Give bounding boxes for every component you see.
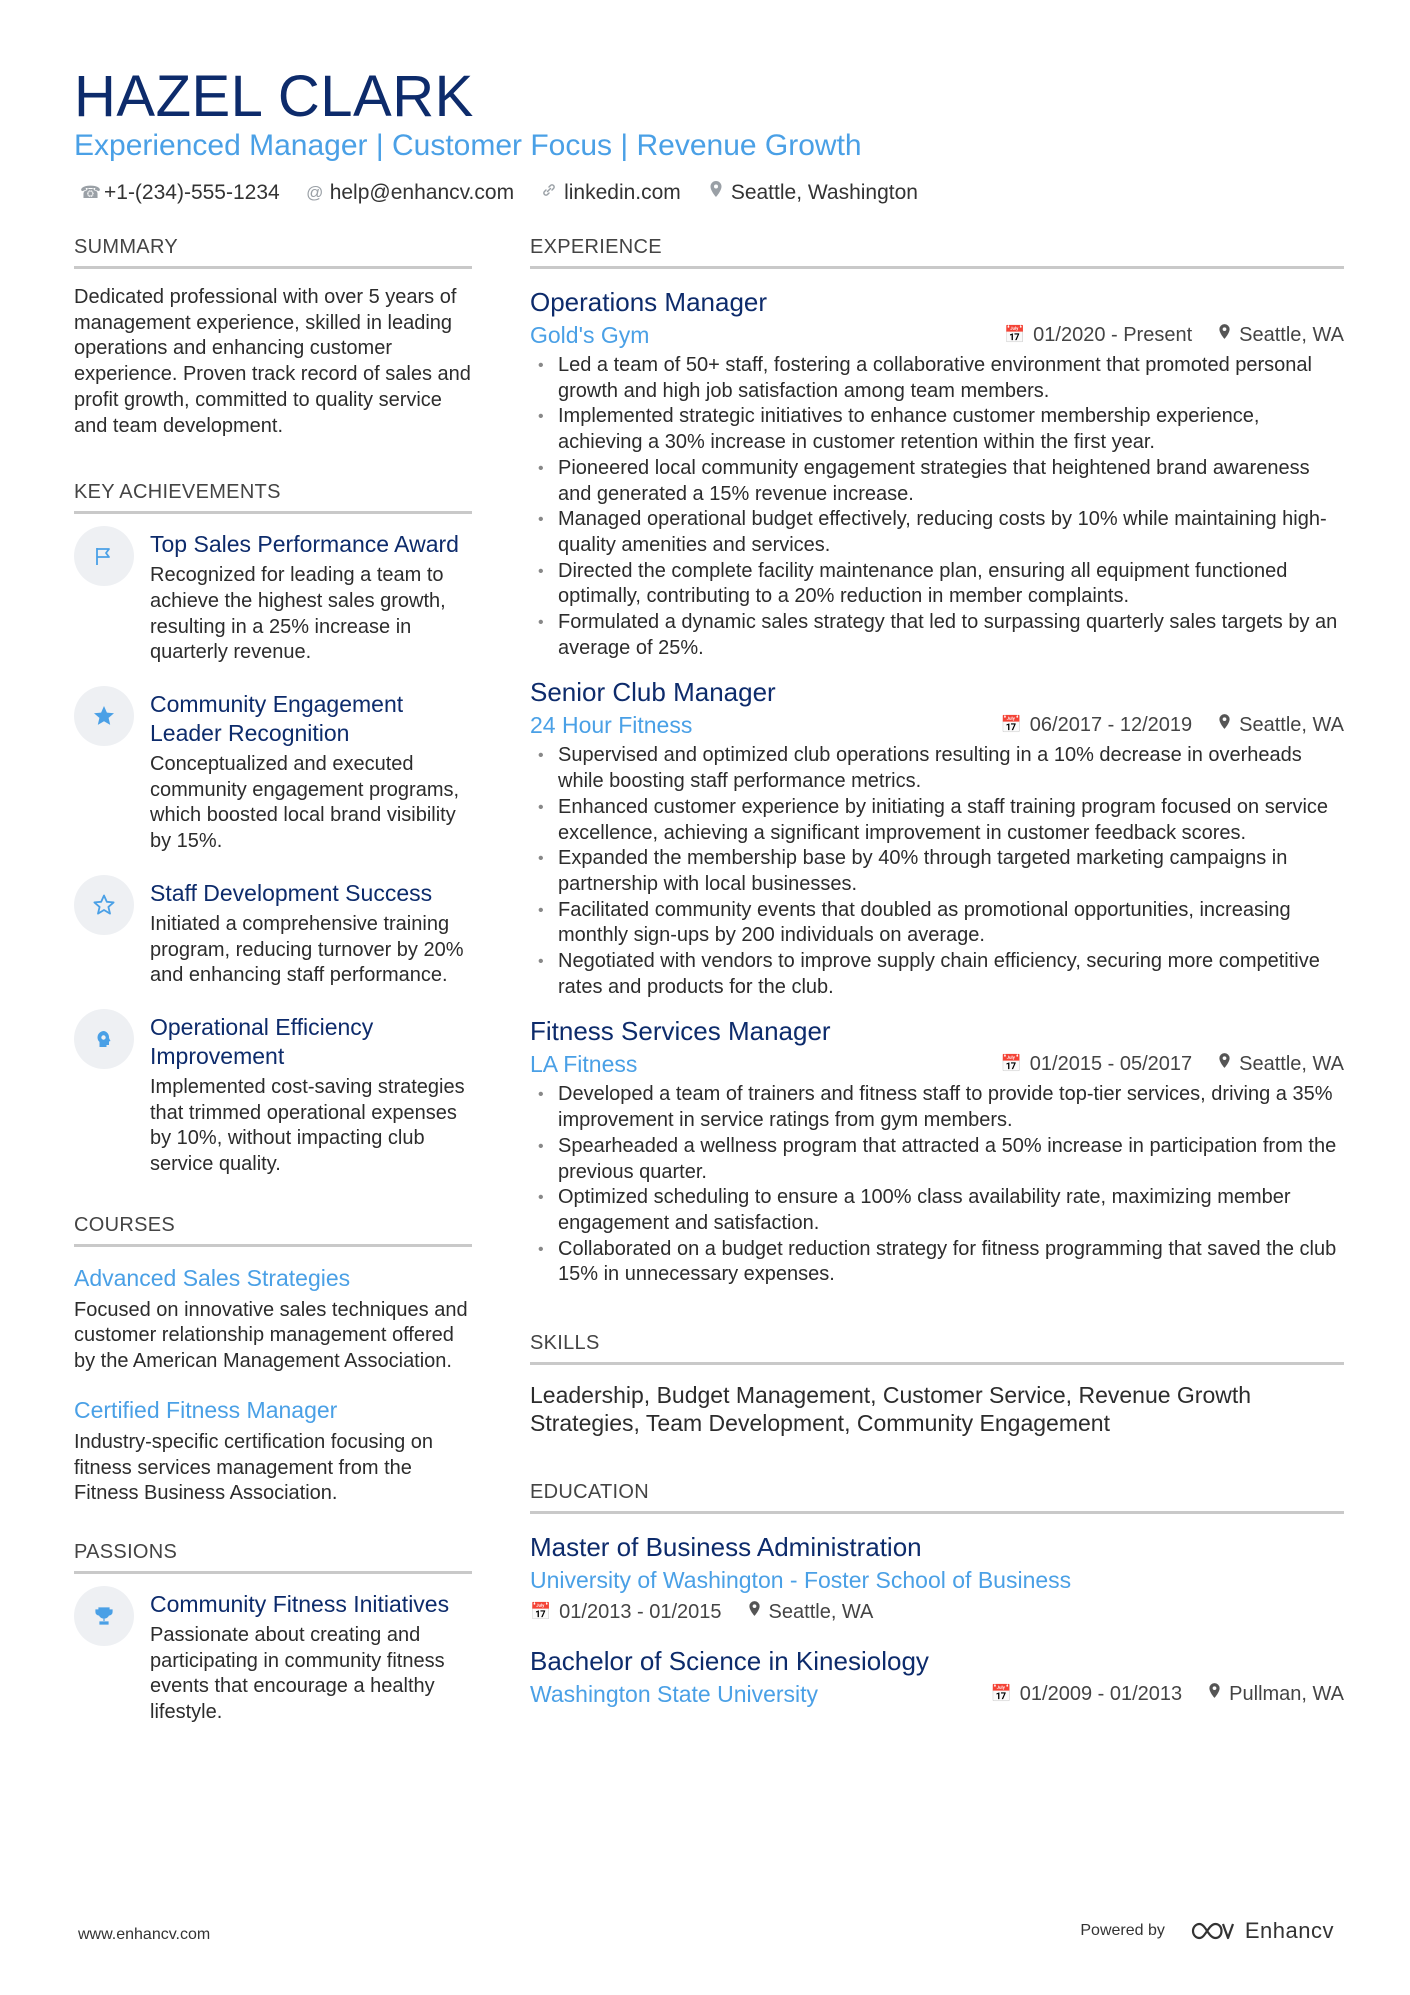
- summary-heading: SUMMARY: [74, 234, 472, 269]
- job-location: Seattle, WA: [1239, 324, 1344, 346]
- contact-location: [707, 178, 918, 208]
- edu-location: Seattle, WA: [768, 1601, 874, 1624]
- bullet-item: • Managed operational budget effectively, reducing costs by 10% while maintaining high-quality amenities and services.: [530, 507, 1344, 558]
- achievement-text: Recognized for leading a team to achieve the highest sales growth, resulting in a 25% increase in quarterly revenue.: [150, 564, 446, 664]
- calendar-icon: 📅: [1003, 325, 1026, 344]
- bullet-item: • Optimized scheduling to ensure a 100% class availability rate, maximizing member engagement and satisfaction.: [530, 1185, 1344, 1236]
- job-bullets: [530, 743, 1344, 1000]
- contact-phone: [80, 178, 280, 208]
- left-column: [74, 234, 472, 1750]
- job-title: Senior Club Manager: [530, 677, 776, 708]
- course-title: Advanced Sales Strategies: [74, 1264, 351, 1291]
- at-icon: @: [306, 183, 324, 202]
- contact-linkedin[interactable]: [540, 178, 681, 208]
- enhancv-logo-icon: [1189, 1920, 1235, 1942]
- company-name: Gold's Gym: [530, 322, 650, 348]
- location-pin-icon: [748, 1596, 761, 1628]
- achievement-title: Community Engagement Leader Recognition: [150, 691, 404, 747]
- edu-location: Pullman, WA: [1229, 1683, 1344, 1706]
- education-heading: EDUCATION: [530, 1479, 1344, 1514]
- job-title: Operations Manager: [530, 287, 768, 317]
- footer-branding: [1080, 1918, 1334, 1944]
- candidate-name: HAZEL CLARK: [74, 64, 474, 129]
- course-title: Certified Fitness Manager: [74, 1396, 338, 1423]
- course-text: Focused on innovative sales techniques and customer relationship management offered by the American Management Association.: [74, 1298, 468, 1373]
- company-name: 24 Hour Fitness: [530, 712, 693, 739]
- skills-text: Leadership, Budget Management, Customer Service, Revenue Growth Strategies, Team Development, Community Engagement: [530, 1382, 1252, 1437]
- star-icon: [74, 686, 134, 746]
- job-entry: [530, 675, 1344, 1000]
- calendar-icon: 📅: [1000, 715, 1022, 735]
- achievement-title: Operational Efficiency Improvement: [150, 1013, 374, 1069]
- passion-title: Community Fitness Initiatives: [150, 1590, 450, 1617]
- calendar-icon: 📅: [1000, 1054, 1022, 1074]
- achievement-text: Initiated a comprehensive training program, reducing turnover by 20% and enhancing staff performance.: [150, 912, 464, 987]
- degree-title: Master of Business Administration: [530, 1532, 922, 1563]
- education-entry: [530, 1530, 1344, 1628]
- passion-item: [74, 1590, 472, 1726]
- edu-dates: 01/2009 - 01/2013: [1019, 1683, 1183, 1706]
- location-text: Seattle, Washington: [730, 181, 918, 204]
- bullet-item: • Supervised and optimized club operations resulting in a 10% decrease in overheads while boosting staff performance metrics.: [530, 743, 1344, 794]
- job-dates: 01/2015 - 05/2017: [1029, 1053, 1193, 1076]
- edu-dates: 01/2013 - 01/2015: [559, 1601, 722, 1624]
- achievements-heading: KEY ACHIEVEMENTS: [74, 479, 472, 514]
- courses-heading: COURSES: [74, 1212, 472, 1247]
- degree-title: Bachelor of Science in Kinesiology: [530, 1646, 929, 1677]
- bullet-item: • Formulated a dynamic sales strategy that led to surpassing quarterly sales targets by an average of 25%.: [530, 610, 1344, 661]
- achievement-item: [74, 879, 472, 989]
- candidate-title: Experienced Manager | Customer Focus | Revenue Growth: [74, 129, 862, 162]
- bullet-item: • Expanded the membership base by 40% through targeted marketing campaigns in partnership with local businesses.: [530, 846, 1344, 897]
- calendar-icon: 📅: [530, 1602, 552, 1622]
- job-bullets: [530, 353, 1344, 661]
- bullet-item: • Directed the complete facility maintenance plan, ensuring all equipment functioned optimally, contributing to a 20% reduction in member complaints.: [530, 559, 1344, 610]
- course-item: [74, 1395, 472, 1507]
- bullet-item: • Collaborated on a budget reduction strategy for fitness programming that saved the club 15% in unnecessary expenses.: [530, 1237, 1344, 1288]
- location-pin-icon: [707, 178, 725, 208]
- passions-heading: PASSIONS: [74, 1539, 472, 1574]
- head-icon: [74, 1009, 134, 1069]
- job-dates: 01/2020 - Present: [1033, 324, 1193, 346]
- achievement-text: Conceptualized and executed community engagement programs, which boosted local brand visibility by 15%.: [150, 753, 460, 853]
- school-name: Washington State University: [530, 1681, 819, 1708]
- location-pin-icon: [1208, 1678, 1221, 1710]
- calendar-icon: 📅: [990, 1684, 1012, 1704]
- bullet-item: • Spearheaded a wellness program that attracted a 50% increase in participation from the previous quarter.: [530, 1134, 1344, 1185]
- brand-name: Enhancv: [1244, 1918, 1334, 1943]
- experience-heading: EXPERIENCE: [530, 234, 1344, 269]
- achievement-text: Implemented cost-saving strategies that trimmed operational expenses by 10%, without impacting club service quality.: [150, 1075, 465, 1176]
- bullet-item: • Enhanced customer experience by initiating a staff training program focused on service excellence, achieving a significant improvement in customer feedback scores.: [530, 795, 1344, 846]
- linkedin-text[interactable]: linkedin.com: [564, 181, 681, 204]
- star-outline-icon: [74, 875, 134, 935]
- link-icon: [540, 178, 558, 208]
- bullet-item: • Negotiated with vendors to improve supply chain efficiency, securing more competitive rates and products for the club.: [530, 949, 1344, 1000]
- job-location: Seattle, WA: [1239, 1053, 1344, 1076]
- education-entry: [530, 1644, 1344, 1710]
- achievement-title: Top Sales Performance Award: [150, 531, 459, 558]
- flag-icon: [74, 526, 134, 586]
- course-item: [74, 1263, 472, 1375]
- bullet-item: • Developed a team of trainers and fitness staff to provide top-tier services, driving a 35% improvement in service ratings from gym members.: [530, 1082, 1344, 1133]
- course-text: Industry-specific certification focusing on fitness services management from the Fitness Business Association.: [74, 1430, 434, 1505]
- achievement-title: Staff Development Success: [150, 879, 433, 906]
- bullet-item: • Facilitated community events that doubled as promotional opportunities, increasing monthly sign-ups by 200 individuals on average.: [530, 898, 1344, 949]
- phone-text: +1-(234)-555-1234: [104, 181, 280, 204]
- summary-text: Dedicated professional with over 5 years of management experience, skilled in leading operations and enhancing customer experience. Proven track record of sales and profit growth, committed to quality service and team development.: [74, 286, 471, 437]
- job-bullets: [530, 1082, 1344, 1288]
- passion-text: Passionate about creating and participating in community fitness events that encourage a healthy lifestyle.: [150, 1623, 445, 1724]
- location-pin-icon: [1218, 319, 1231, 351]
- footer-website[interactable]: www.enhancv.com: [78, 1926, 211, 1943]
- contact-row: [80, 178, 918, 208]
- trophy-icon: [74, 1586, 134, 1646]
- skills-heading: SKILLS: [530, 1330, 1344, 1365]
- location-pin-icon: [1218, 709, 1231, 741]
- powered-by-label: Powered by: [1080, 1922, 1165, 1939]
- bullet-item: • Implemented strategic initiatives to enhance customer membership experience, achieving a 30% increase in customer retention within the first year.: [530, 404, 1344, 455]
- job-entry: [530, 285, 1344, 661]
- school-name: University of Washington - Foster School of Business: [530, 1567, 1072, 1594]
- location-pin-icon: [1218, 1048, 1231, 1080]
- company-name: LA Fitness: [530, 1051, 638, 1078]
- achievement-item: [74, 530, 472, 666]
- job-dates: 06/2017 - 12/2019: [1029, 714, 1193, 737]
- right-column: [530, 234, 1344, 1726]
- bullet-item: • Led a team of 50+ staff, fostering a collaborative environment that promoted personal growth and high job satisfaction among team members.: [530, 353, 1344, 404]
- contact-email[interactable]: [306, 178, 514, 208]
- job-entry: [530, 1014, 1344, 1288]
- achievement-item: [74, 1013, 472, 1178]
- job-location: Seattle, WA: [1239, 714, 1344, 737]
- email-text[interactable]: help@enhancv.com: [329, 181, 515, 204]
- bullet-item: • Pioneered local community engagement strategies that heightened brand awareness and generated a 15% revenue increase.: [530, 456, 1344, 507]
- job-title: Fitness Services Manager: [530, 1016, 831, 1047]
- phone-icon: ☎: [80, 183, 102, 202]
- brand-logo[interactable]: [1189, 1918, 1334, 1944]
- achievement-item: [74, 690, 472, 855]
